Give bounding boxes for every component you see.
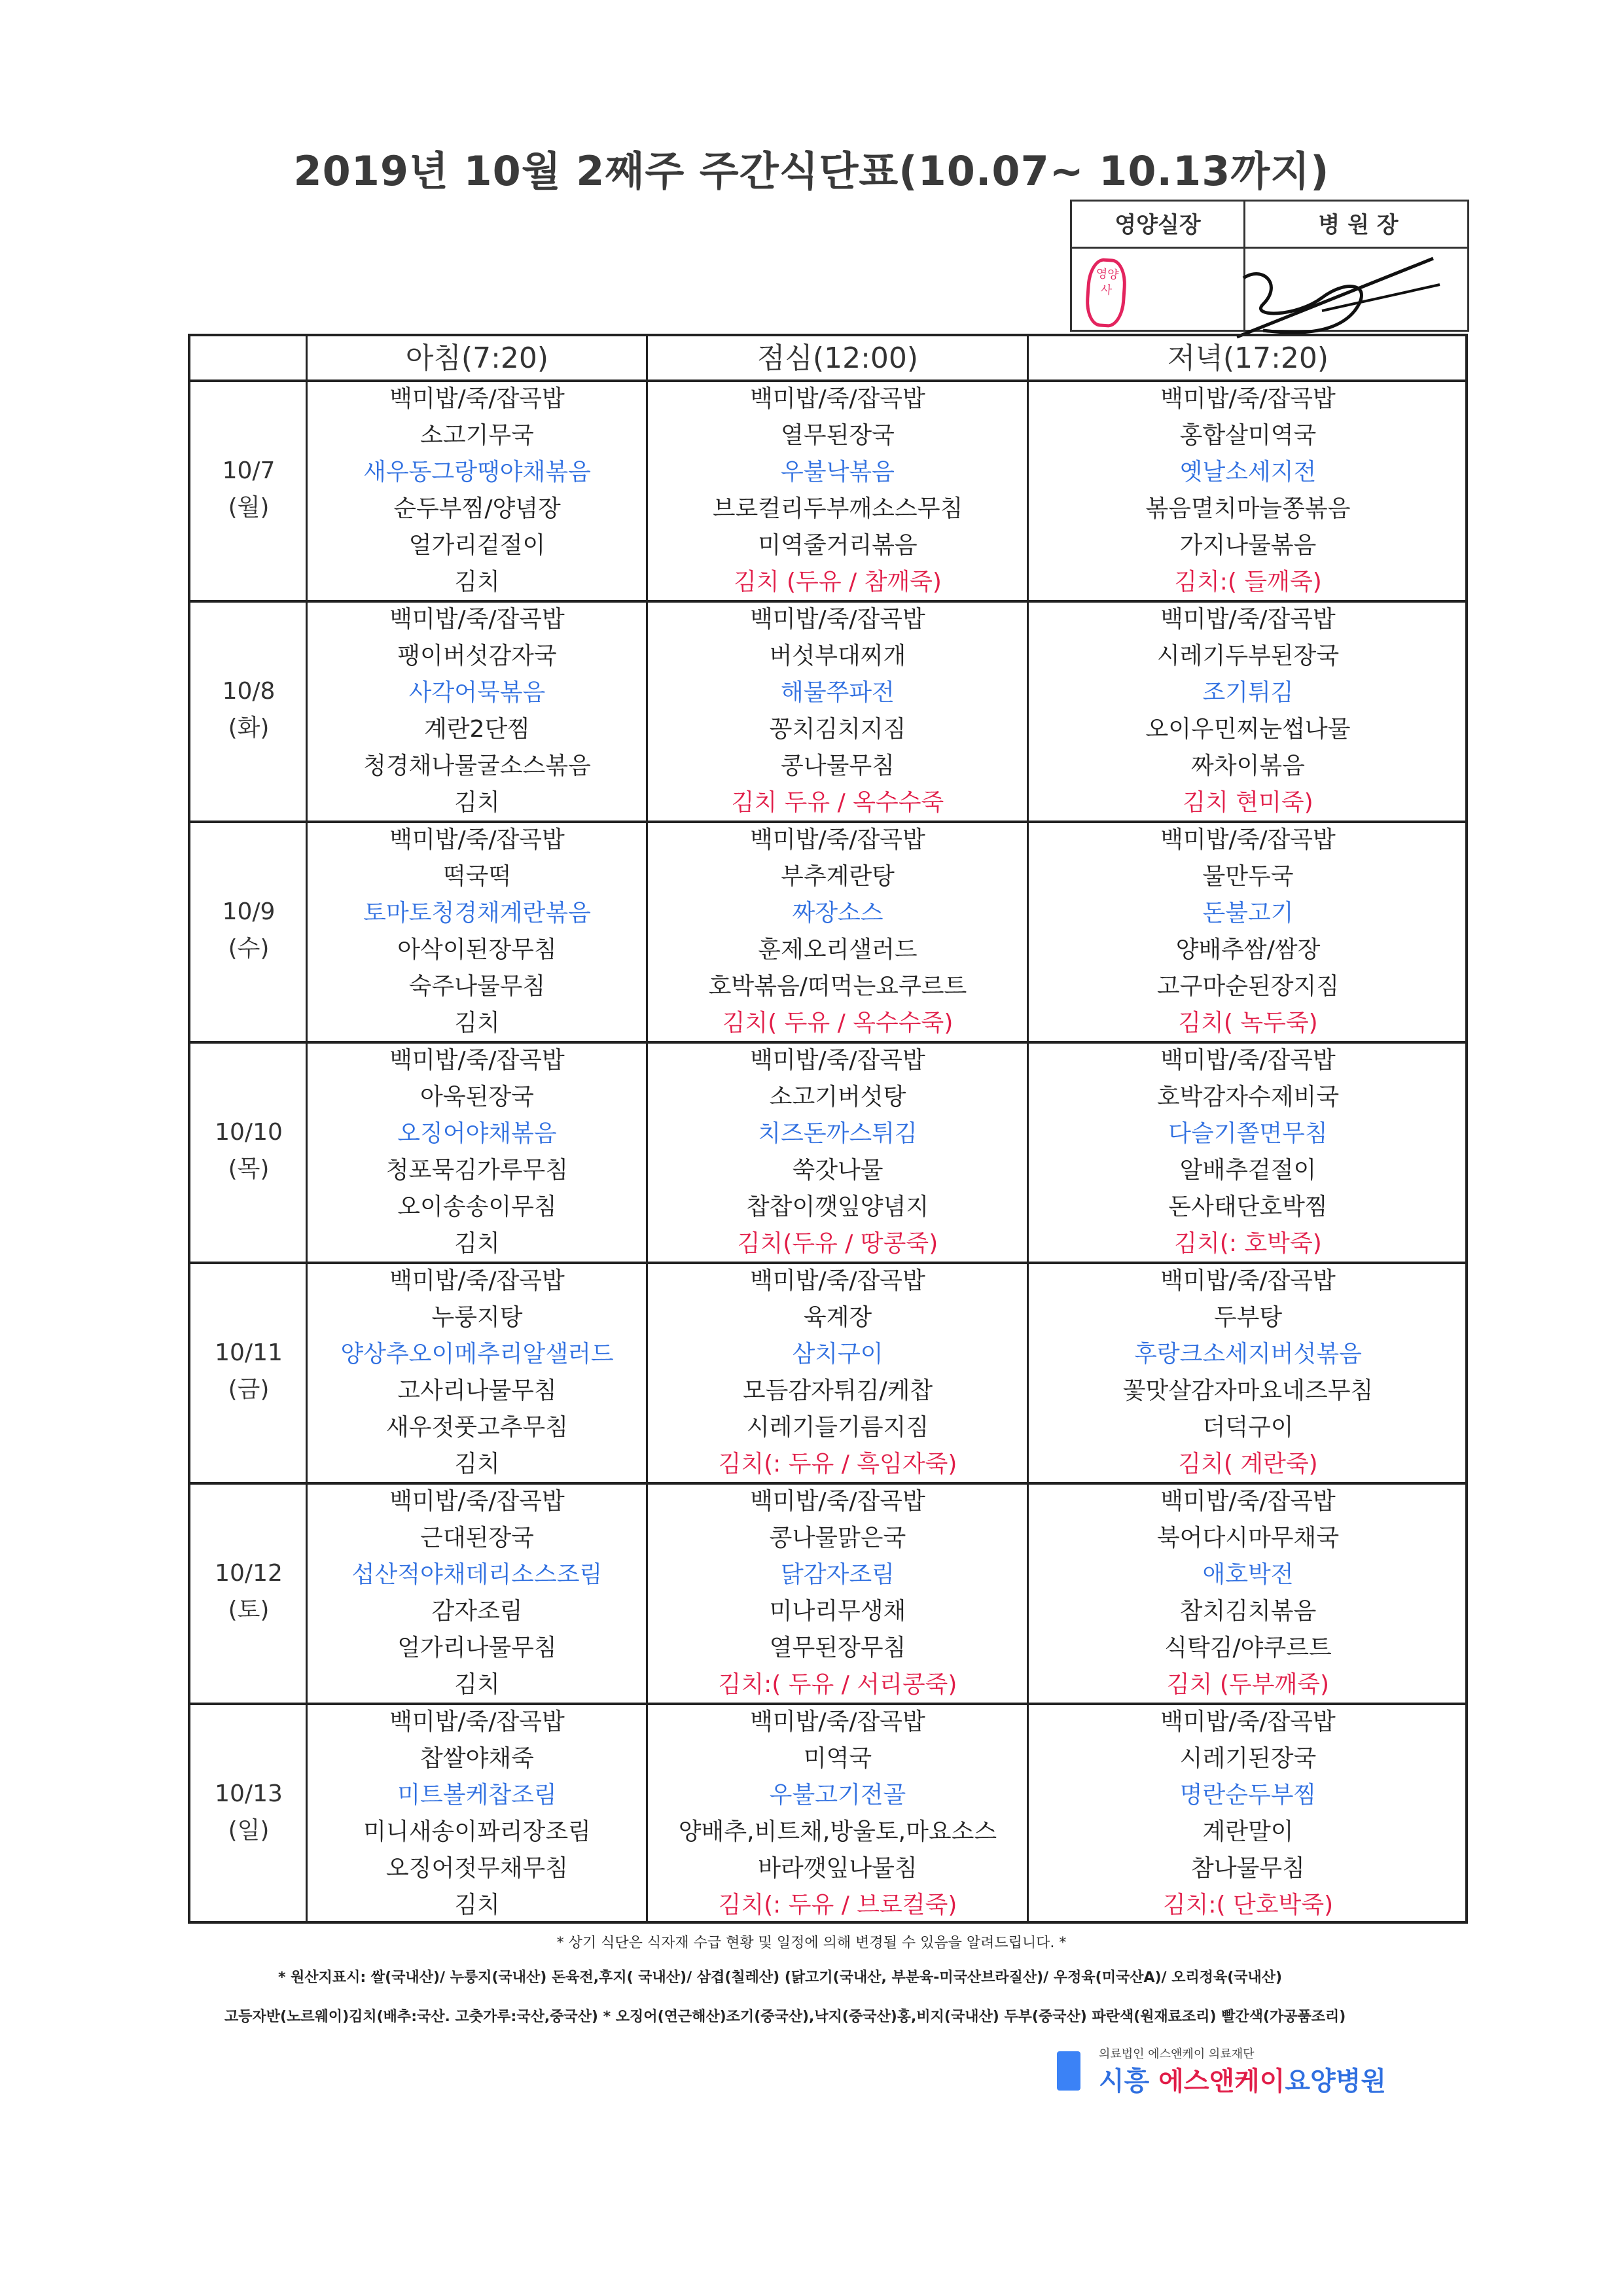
origin-line-1: * 원산지표시: 쌀(국내산)/ 누룽지(국내산) 돈육전,후지( 국내산)/ 삼겹(칠레산) (닭고기(국내산, 부분육-미국산브라질산)/ 우정육(미국산A)/ 오리정육(국내산): [278, 1969, 1283, 1986]
menu-cell-dinner: [1028, 822, 1468, 1042]
menu-item: 김치(두유 / 땅콩죽): [737, 1230, 938, 1257]
menu-item: 백미밥/죽/잡곡밥: [1160, 1708, 1336, 1735]
menu-cell-lunch: [647, 1483, 1028, 1703]
menu-item: 미역줄거리볶음: [758, 532, 918, 559]
day-date: 10/10: [215, 1119, 283, 1146]
menu-item: 참치김치볶음: [1179, 1598, 1317, 1625]
menu-item: 백미밥/죽/잡곡밥: [389, 826, 565, 853]
menu-item: 고사리나물무침: [397, 1377, 557, 1404]
menu-item: 백미밥/죽/잡곡밥: [1160, 826, 1336, 853]
menu-item: 우불낙볶음: [781, 459, 895, 486]
day-date: 10/7: [222, 457, 276, 484]
menu-item: 아욱된장국: [420, 1084, 534, 1110]
menu-item: 누룽지탕: [431, 1304, 523, 1331]
day-date: 10/12: [215, 1560, 283, 1587]
menu-cell-dinner: [1028, 1704, 1468, 1924]
menu-item: 김치: [454, 1451, 500, 1477]
menu-item: 두부탕: [1213, 1304, 1283, 1331]
menu-item: 김치( 두유 / 옥수수죽): [722, 1010, 954, 1036]
menu-item: 미나리무생채: [769, 1598, 906, 1625]
menu-item: 치즈돈까스튀김: [758, 1120, 918, 1147]
logo-foundation: 의료법인 에스앤케이 의료재단: [1099, 2047, 1255, 2061]
menu-item: 새우동그랑땡야채볶음: [363, 459, 591, 486]
menu-item: 김치(: 호박죽): [1174, 1230, 1322, 1257]
menu-item: 다슬기쫄면무침: [1168, 1120, 1328, 1147]
menu-item: 아삭이된장무침: [397, 936, 557, 963]
menu-item: 떡국떡: [442, 863, 512, 890]
menu-cell-breakfast: [307, 1263, 647, 1483]
menu-item: 돈불고기: [1202, 900, 1294, 927]
menu-item: 백미밥/죽/잡곡밥: [389, 1267, 565, 1294]
menu-cell-breakfast: [307, 1704, 647, 1924]
menu-item: 김치 두유 / 옥수수죽: [731, 789, 944, 816]
menu-item: 계란2단찜: [423, 716, 530, 743]
menu-item: 더덕구이: [1202, 1414, 1294, 1441]
menu-item: 닭감자조림: [781, 1561, 895, 1588]
menu-item: 콩나물맑은국: [769, 1525, 906, 1551]
menu-cell-dinner: [1028, 601, 1468, 821]
menu-item: 백미밥/죽/잡곡밥: [750, 1708, 925, 1735]
menu-cell-lunch: [647, 822, 1028, 1042]
menu-item: 백미밥/죽/잡곡밥: [1160, 1267, 1336, 1294]
menu-cell-lunch: [647, 1042, 1028, 1262]
menu-cell-lunch: [647, 1704, 1028, 1924]
director-signature: [1224, 239, 1459, 344]
menu-item: 백미밥/죽/잡곡밥: [1160, 1047, 1336, 1074]
day-date: 10/9: [222, 898, 276, 925]
menu-cell-breakfast: [307, 601, 647, 821]
menu-item: 김치 (두부깨죽): [1166, 1671, 1330, 1698]
day-date: 10/13: [215, 1780, 283, 1807]
menu-item: 섭산적야채데리소스조림: [351, 1561, 603, 1588]
menu-table: [188, 334, 1468, 1924]
page-title: 2019년 10월 2째주 주간식단표(10.07~ 10.13까지): [293, 147, 1330, 195]
header-lunch: 점심(12:00): [757, 342, 919, 375]
menu-cell-dinner: [1028, 381, 1468, 601]
menu-item: 물만두국: [1202, 863, 1294, 890]
menu-item: 미트볼케찹조림: [397, 1782, 557, 1809]
menu-item: 김치: [454, 1010, 500, 1036]
menu-item: 김치: [454, 1892, 500, 1918]
menu-item: 쑥갓나물: [792, 1157, 883, 1184]
menu-item: 김치:( 들깨죽): [1174, 569, 1322, 595]
menu-item: 훈제오리샐러드: [758, 936, 918, 963]
menu-item: 우불고기전골: [769, 1782, 906, 1809]
menu-item: 가지나물볶음: [1179, 532, 1317, 559]
menu-item: 참나물무침: [1191, 1855, 1305, 1882]
menu-item: 김치(: 두유 / 흑임자죽): [718, 1451, 957, 1477]
menu-cell-breakfast: [307, 822, 647, 1042]
menu-cell-dinner: [1028, 1483, 1468, 1703]
menu-item: 청포묵김가루무침: [385, 1157, 569, 1184]
menu-item: 미역국: [803, 1745, 872, 1772]
menu-item: 버섯부대찌개: [769, 643, 906, 669]
menu-item: 백미밥/죽/잡곡밥: [1160, 1488, 1336, 1515]
menu-item: 백미밥/죽/잡곡밥: [750, 826, 925, 853]
day-weekday: (월): [228, 494, 270, 521]
menu-item: 토마토청경채계란볶음: [363, 900, 591, 927]
day-weekday: (수): [228, 935, 270, 962]
menu-item: 양배추쌈/쌈장: [1175, 936, 1321, 963]
menu-item: 백미밥/죽/잡곡밥: [750, 1488, 925, 1515]
menu-item: 김치: [454, 1230, 500, 1257]
menu-item: 열무된장무침: [769, 1634, 906, 1661]
menu-item: 찹쌀야채죽: [420, 1745, 534, 1772]
menu-item: 꽁치김치지짐: [769, 716, 906, 743]
menu-item: 돈사태단호박찜: [1168, 1193, 1328, 1220]
menu-item: 백미밥/죽/잡곡밥: [389, 1708, 565, 1735]
menu-item: 식탁김/야쿠르트: [1164, 1634, 1332, 1661]
menu-item: 고구마순된장지짐: [1156, 973, 1340, 1000]
menu-item: 새우젓풋고추무침: [385, 1414, 569, 1441]
menu-item: 시레기된장국: [1179, 1745, 1317, 1772]
approval-label-director: 병 원 장: [1318, 212, 1399, 238]
menu-item: 숙주나물무침: [408, 973, 546, 1000]
menu-item: 육계장: [803, 1304, 872, 1331]
header-dinner: 저녁(17:20): [1167, 342, 1329, 375]
menu-cell-dinner: [1028, 1042, 1468, 1262]
menu-item: 애호박전: [1202, 1561, 1294, 1588]
menu-item: 백미밥/죽/잡곡밥: [1160, 606, 1336, 633]
menu-item: 백미밥/죽/잡곡밥: [389, 385, 565, 412]
menu-item: 시레기두부된장국: [1156, 643, 1340, 669]
menu-item: 양상추오이메추리알샐러드: [340, 1341, 614, 1368]
day-weekday: (일): [228, 1817, 270, 1844]
menu-item: 사각어묵볶음: [408, 679, 546, 706]
menu-item: 백미밥/죽/잡곡밥: [750, 385, 925, 412]
menu-item: 모듬감자튀김/케찹: [742, 1377, 933, 1404]
menu-item: 백미밥/죽/잡곡밥: [389, 1488, 565, 1515]
day-weekday: (목): [228, 1156, 270, 1182]
menu-item: 김치:( 단호박죽): [1162, 1892, 1334, 1918]
menu-notice: * 상기 식단은 식자재 수급 현황 및 일정에 의해 변경될 수 있음을 알려드립니다. *: [556, 1935, 1067, 1951]
menu-item: 얼가리겉절이: [408, 532, 546, 559]
menu-item: 꽃맛살감자마요네즈무침: [1122, 1377, 1374, 1404]
day-weekday: (토): [228, 1597, 270, 1623]
menu-item: 김치(: 두유 / 브로컬죽): [718, 1892, 957, 1918]
menu-item: 찹찹이깻잎양념지: [746, 1193, 929, 1220]
origin-line-2: 고등자반(노르웨이)김치(배추:국산. 고춧가루:국산,중국산) * 오징어(연근해산)조기(중국산),낙지(중국산)홍,비지(국내산) 두부(중국산) 파란색(원재료조리) 빨간색(가공품조리): [224, 2009, 1346, 2025]
menu-item: 오이송송이무침: [397, 1193, 557, 1220]
menu-cell-breakfast: [307, 1483, 647, 1703]
menu-item: 호박볶음/떠먹는요쿠르트: [708, 973, 967, 1000]
menu-cell-lunch: [647, 381, 1028, 601]
hospital-logo-icon: [1057, 2051, 1080, 2091]
menu-item: 볶음멸치마늘쫑볶음: [1145, 495, 1351, 522]
menu-item: 명란순두부찜: [1179, 1782, 1317, 1809]
menu-item: 오징어젓무채무침: [385, 1855, 569, 1882]
menu-item: 오이우민찌눈썹나물: [1145, 716, 1351, 743]
menu-item: 백미밥/죽/잡곡밥: [750, 606, 925, 633]
approval-label-nutrition: 영양실장: [1115, 212, 1201, 238]
menu-item: 부추계란탕: [781, 863, 895, 890]
menu-item: 짜장소스: [792, 900, 883, 927]
menu-item: 김치 현미죽): [1183, 789, 1313, 816]
day-weekday: (금): [228, 1376, 270, 1403]
menu-item: 짜차이볶음: [1191, 752, 1305, 779]
menu-item: 소고기무국: [420, 422, 534, 449]
day-date: 10/11: [215, 1339, 283, 1366]
menu-item: 양배추,비트채,방울토,마요소스: [678, 1818, 997, 1845]
menu-cell-lunch: [647, 1263, 1028, 1483]
logo-name: 에스앤케이: [1158, 2066, 1285, 2096]
menu-item: 김치: [454, 569, 500, 595]
menu-item: 김치( 계란죽): [1178, 1451, 1318, 1477]
menu-item: 김치: [454, 1671, 500, 1698]
menu-item: 김치: [454, 789, 500, 816]
menu-item: 김치 (두유 / 참깨죽): [734, 569, 942, 595]
menu-item: 시레기들기름지짐: [746, 1414, 929, 1441]
menu-item: 계란말이: [1202, 1818, 1294, 1845]
menu-cell-lunch: [647, 601, 1028, 821]
logo-city: 시흥: [1099, 2066, 1150, 2096]
menu-item: 열무된장국: [781, 422, 895, 449]
menu-item: 백미밥/죽/잡곡밥: [1160, 385, 1336, 412]
day-weekday: (화): [228, 715, 270, 741]
menu-item: 백미밥/죽/잡곡밥: [389, 606, 565, 633]
menu-item: 순두부찜/양념장: [393, 495, 561, 522]
menu-grid: [190, 336, 1465, 1921]
header-breakfast: 아침(7:20): [405, 342, 549, 375]
menu-item: 콩나물무침: [781, 752, 895, 779]
menu-item: 백미밥/죽/잡곡밥: [389, 1047, 565, 1074]
menu-item: 옛날소세지전: [1179, 459, 1317, 486]
menu-item: 백미밥/죽/잡곡밥: [750, 1047, 925, 1074]
menu-item: 얼가리나물무침: [397, 1634, 557, 1661]
menu-item: 팽이버섯감자국: [397, 643, 557, 669]
menu-item: 김치:( 두유 / 서리콩죽): [718, 1671, 957, 1698]
menu-item: 바라깻잎나물침: [758, 1855, 918, 1882]
logo-suffix: 요양병원: [1285, 2066, 1386, 2096]
menu-item: 알배추겉절이: [1179, 1157, 1317, 1184]
menu-cell-breakfast: [307, 381, 647, 601]
menu-item: 김치( 녹두죽): [1178, 1010, 1318, 1036]
menu-item: 청경채나물굴소스볶음: [363, 752, 591, 779]
menu-item: 미니새송이꽈리장조림: [363, 1818, 591, 1845]
nutritionist-stamp: 영양사: [1084, 257, 1128, 328]
menu-item: 홍합살미역국: [1179, 422, 1317, 449]
menu-item: 북어다시마무채국: [1156, 1525, 1340, 1551]
menu-item: 해물쭈파전: [781, 679, 895, 706]
menu-cell-breakfast: [307, 1042, 647, 1262]
menu-item: 호박감자수제비국: [1156, 1084, 1340, 1110]
menu-item: 근대된장국: [420, 1525, 534, 1551]
menu-item: 조기튀김: [1202, 679, 1294, 706]
menu-item: 후랑크소세지버섯볶음: [1134, 1341, 1362, 1368]
menu-item: 소고기버섯탕: [769, 1084, 906, 1110]
menu-item: 삼치구이: [792, 1341, 883, 1368]
menu-item: 백미밥/죽/잡곡밥: [750, 1267, 925, 1294]
menu-cell-dinner: [1028, 1263, 1468, 1483]
menu-item: 오징어야채볶음: [397, 1120, 557, 1147]
day-date: 10/8: [222, 678, 276, 705]
menu-item: 감자조림: [431, 1598, 523, 1625]
menu-item: 브로컬리두부깨소스무침: [712, 495, 963, 522]
